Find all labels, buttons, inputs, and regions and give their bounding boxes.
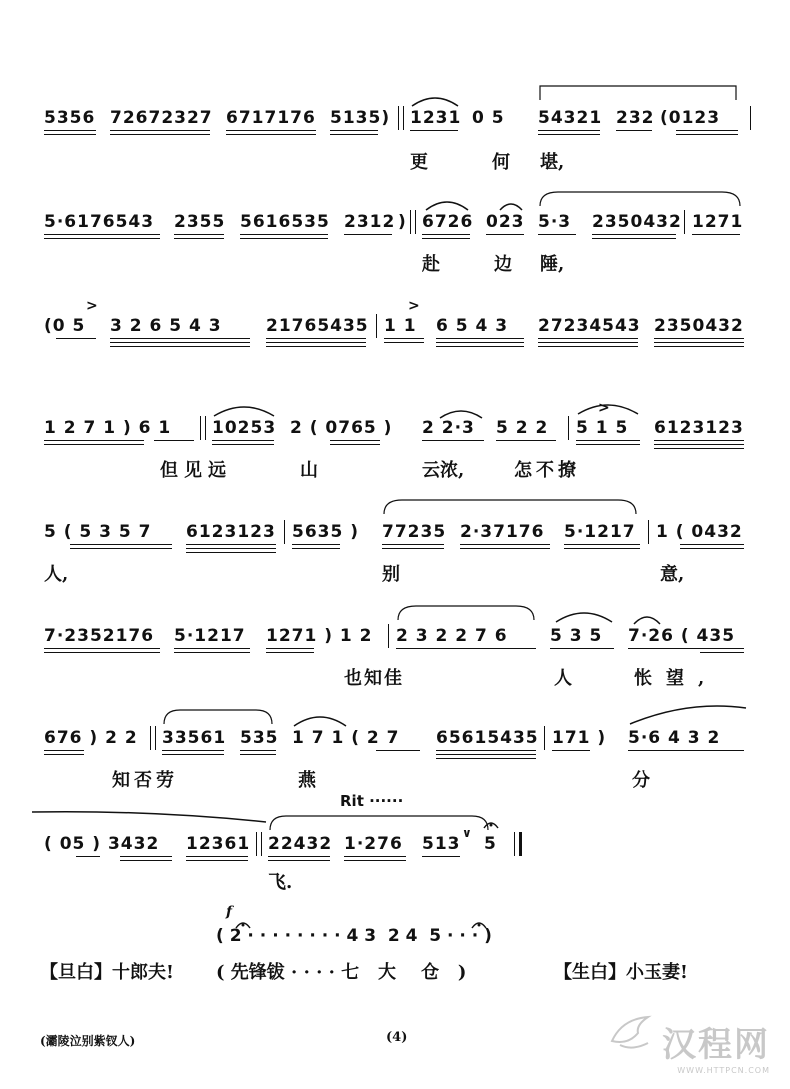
lyric: 分: [632, 770, 650, 791]
accent-mark: >: [86, 298, 99, 314]
barline: [544, 726, 545, 750]
notes: 1 2 7 1 ) 6 1: [44, 418, 172, 438]
notes: 5: [484, 834, 497, 854]
notes: 33561: [162, 728, 227, 748]
notes: 27234543: [538, 316, 641, 336]
barline: [410, 210, 411, 234]
notes: 0 5: [472, 108, 505, 128]
barline: [205, 416, 206, 440]
lyric: 山: [300, 460, 318, 481]
notes: 2312: [344, 212, 396, 232]
lyric: 人: [554, 668, 572, 689]
lyric: 更: [410, 152, 428, 173]
notes: 5 3 5: [550, 626, 603, 646]
lyric: 赴: [422, 254, 440, 275]
notes: 5356: [44, 108, 96, 128]
lyric: 怅望,: [634, 668, 719, 689]
lyric: 飞.: [268, 872, 293, 893]
notes: 12361: [186, 834, 251, 854]
page-number: (4): [386, 1030, 408, 1045]
score-line-8: [0, 792, 790, 916]
notes: 1271 ) 1 2: [266, 626, 373, 646]
lyric: 燕: [298, 770, 316, 791]
notes: 5·6176543: [44, 212, 155, 232]
notes: 2350432: [654, 316, 744, 336]
notes: 54321: [538, 108, 603, 128]
notes: 5616535: [240, 212, 330, 232]
notes: 22432: [268, 834, 333, 854]
notes: 1231: [410, 108, 462, 128]
score-line-9: [0, 904, 790, 944]
barline: [403, 106, 404, 130]
barline: [684, 210, 685, 234]
notes: (0 5: [44, 316, 86, 336]
notes: 513: [422, 834, 461, 854]
notes: 232: [616, 108, 655, 128]
accent-mark: >: [598, 400, 611, 416]
lyric: 边: [494, 254, 512, 275]
logo-url: WWW.HTTPCN.COM: [677, 1066, 770, 1075]
barline: [415, 210, 416, 234]
notes: 6123123: [186, 522, 276, 542]
notes: (0123: [660, 108, 721, 128]
logo-text: 汉程网: [662, 1025, 770, 1065]
notes: 5 2 2: [496, 418, 549, 438]
notes: 5·6 4 3 2: [628, 728, 721, 748]
score-line-6: [0, 618, 790, 708]
notes: 5·1217: [564, 522, 636, 542]
barline: [568, 416, 569, 440]
notes: 023: [486, 212, 525, 232]
lyric: 别: [382, 564, 400, 585]
notes: 1271: [692, 212, 744, 232]
lyric: 堪,: [540, 152, 565, 173]
breath-mark: ∨: [462, 826, 473, 840]
notes: 2 ( 0765 ): [290, 418, 393, 438]
barline: [261, 832, 262, 856]
notes: 5 1 5: [576, 418, 629, 438]
notes: 171 ): [552, 728, 607, 748]
notes: 1 1: [384, 316, 417, 336]
notes: 1·276: [344, 834, 403, 854]
notes: 65615435: [436, 728, 539, 748]
lyric: 也知佳: [344, 668, 404, 689]
notes: 2350432: [592, 212, 682, 232]
notes: 3 2 6 5 4 3: [110, 316, 222, 336]
barline: [256, 832, 257, 856]
notes: 5·1217: [174, 626, 246, 646]
notes: 77235: [382, 522, 447, 542]
lyric: 云浓,: [422, 460, 465, 481]
score-line-5: [0, 514, 790, 604]
notes: 5 ( 5 3 5 7: [44, 522, 152, 542]
notes: 2355: [174, 212, 226, 232]
notes: 21765435: [266, 316, 369, 336]
barline: [155, 726, 156, 750]
barline: [284, 520, 285, 544]
notes: ( 05 ) 3432: [44, 834, 160, 854]
barline: [388, 624, 389, 648]
speaker-sheng: 【生白】小玉妻!: [554, 962, 688, 983]
notes: 5135): [330, 108, 391, 128]
site-logo: [662, 1017, 770, 1075]
score-line-4: [0, 400, 790, 500]
percussion-cue: ( 先锋钹 · · · · 七 大 仓 ): [216, 962, 467, 983]
notes: 7·26 ( 435: [628, 626, 736, 646]
notes: 2·37176: [460, 522, 545, 542]
barline: [398, 106, 399, 130]
notes: 535: [240, 728, 279, 748]
lyric: 知否劳: [112, 770, 178, 791]
notes: 10253: [212, 418, 277, 438]
accent-mark: >: [408, 298, 421, 314]
notes: 676 ) 2 2: [44, 728, 138, 748]
score-line-1: [0, 100, 790, 190]
speaker-dan: 【旦白】十郎夫!: [40, 962, 174, 983]
notes: 2 3 2 2 7 6: [396, 626, 508, 646]
barline: [376, 314, 377, 338]
dynamic-marking: f: [226, 904, 233, 920]
lyric: 意,: [660, 564, 685, 585]
score-line-2: [0, 204, 790, 294]
logo-bird-icon: [608, 1011, 658, 1055]
notes: 1 7 1 ( 2 7: [292, 728, 400, 748]
notes: 5635 ): [292, 522, 360, 542]
lyric: 陲,: [540, 254, 565, 275]
barline: [200, 416, 201, 440]
tempo-marking: Rit ······: [340, 792, 404, 810]
notes: 7·2352176: [44, 626, 155, 646]
notes: 1 ( 0432: [656, 522, 743, 542]
notes: 6123123: [654, 418, 744, 438]
barline: [150, 726, 151, 750]
notes: ( 2 · · · · · · · · 4 3 2 4 5 · · · ): [216, 926, 492, 946]
barline: [514, 832, 515, 856]
notes: ): [398, 212, 407, 232]
notes: 72672327: [110, 108, 213, 128]
score-line-3: [0, 298, 790, 398]
barline: [648, 520, 649, 544]
notes: 6717176: [226, 108, 316, 128]
lyric: 但见远: [160, 460, 232, 481]
barline: [750, 106, 751, 130]
notes: 6 5 4 3: [436, 316, 509, 336]
final-barline: [519, 832, 522, 856]
footer-title: (灞陵泣别紫钗人): [40, 1034, 136, 1048]
notes: 2 2·3: [422, 418, 475, 438]
notes: 6726: [422, 212, 474, 232]
lyric: 人,: [44, 564, 69, 585]
lyric: 怎不撩: [514, 460, 580, 481]
notes: 5·3: [538, 212, 572, 232]
lyric: 何: [492, 152, 510, 173]
